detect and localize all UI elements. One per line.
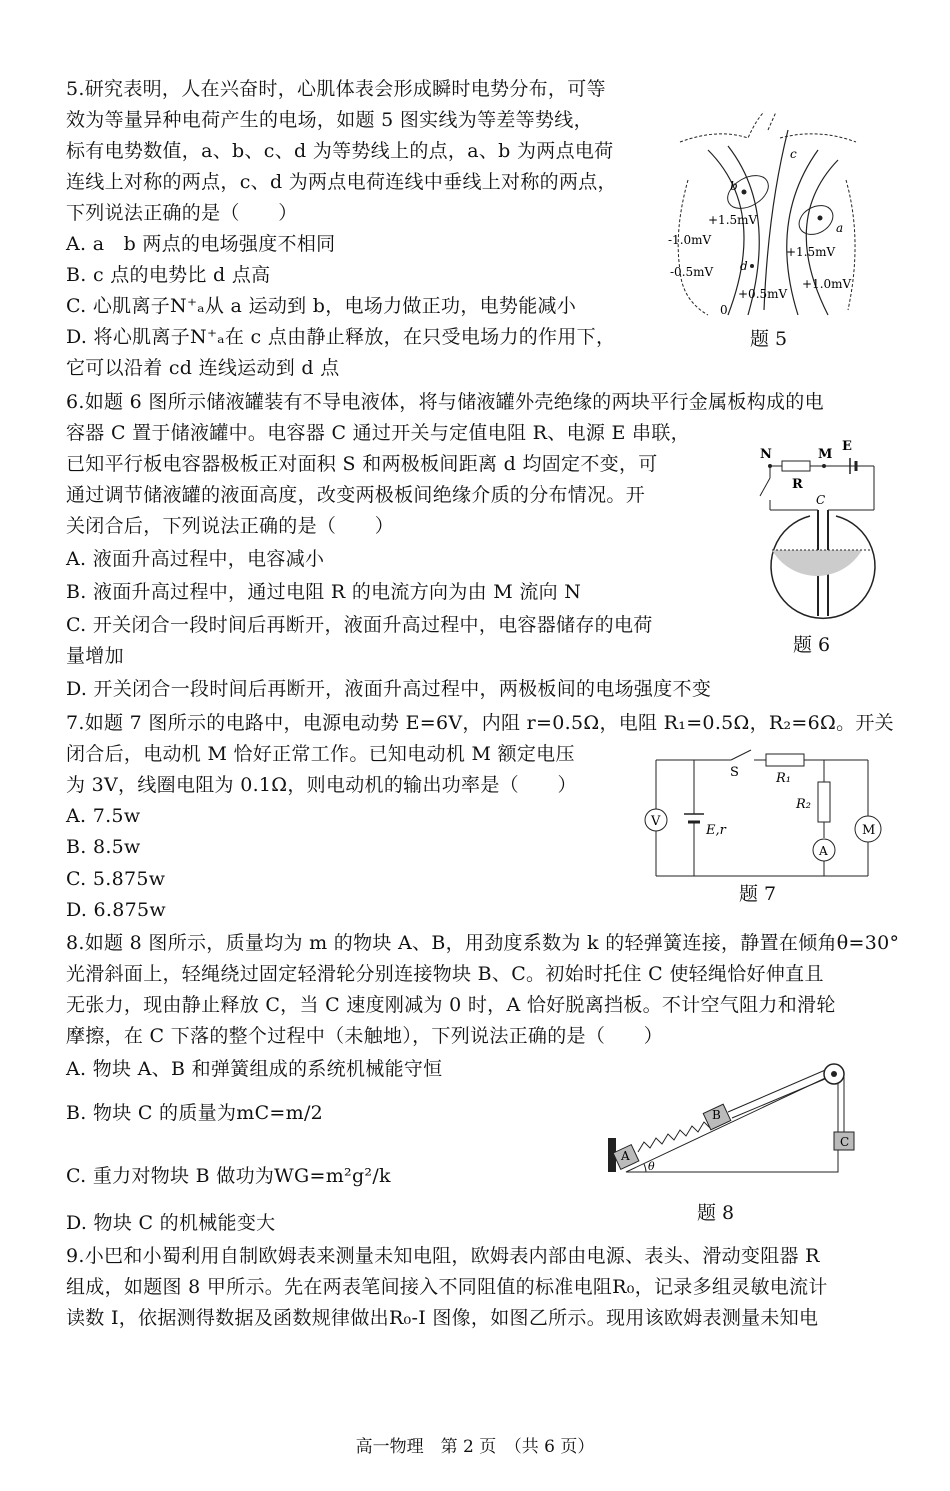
q7-caption: 题 7 [739,883,777,905]
q6-label: E [842,439,852,454]
q7-label: R₁ [776,771,791,786]
q6-line: 已知平行板电容器极板正对面积 S 和两极板间距离 d 均固定不变，可 [66,453,658,475]
q6-line: 容器 C 置于储液罐中。电容器 C 通过开关与定值电阻 R、电源 E 串联， [66,422,690,444]
q5-label: +1.0mV [802,277,852,291]
q5-option-b: B. c 点的电势比 d 点高 [66,264,271,286]
q8-line: 8.如题 8 图所示，质量均为 m 的物块 A、B，用劲度系数为 k 的轻弹簧连接，静置在倾角θ=30° [66,932,900,954]
q7-label: S [730,765,739,780]
q6-option-b: B. 液面升高过程中，通过电阻 R 的电流方向为由 M 流向 N [66,581,582,603]
q5-label: c [790,147,797,161]
q8-option-a: A. 物块 A、B 和弹簧组成的系统机械能守恒 [66,1058,443,1080]
q5-label: a [836,221,844,235]
q6-label: N [760,447,772,462]
q7-circuit-figure [636,746,906,881]
q6-caption: 题 6 [793,634,831,656]
q5-label: +1.5mV [708,213,758,227]
q6-line: 关闭合后，下列说法正确的是（ ） [66,515,395,537]
q5-line: 5.研究表明，人在兴奋时，心肌体表会形成瞬时电势分布，可等 [66,78,606,100]
q8-incline-figure [604,1056,874,1176]
q5-label: 0 [720,303,728,317]
q6-label: C [816,493,826,507]
q7-option-c: C. 5.875w [66,868,166,890]
page-footer: 高一物理 第 2 页 （共 6 页） [355,1437,595,1457]
q6-label: R [792,477,803,492]
q8-label: B [712,1108,721,1122]
q5-caption: 题 5 [750,328,788,350]
q6-tank-figure [752,438,882,633]
q8-line: 无张力，现由静止释放 C，当 C 速度刚减为 0 时，A 恰好脱离挡板。不计空气阻力和滑轮 [66,994,836,1016]
q7-label: A [819,844,828,858]
q7-label: E,r [706,823,726,838]
q8-label: A [621,1149,630,1163]
q5-label: -1.0mV [668,233,712,247]
q9-line: 读数 I，依据测得数据及函数规律做出R₀-I 图像，如图乙所示。现用该欧姆表测量未知电 [66,1307,819,1329]
q6-option-c: C. 开关闭合一段时间后再断开，液面升高过程中，电容器储存的电荷 [66,614,653,636]
q5-label: +1.5mV [786,245,836,259]
q7-option-d: D. 6.875w [66,899,166,921]
q7-label: M [862,823,876,838]
q9-line: 组成，如题图 8 甲所示。先在两表笔间接入不同阻值的标准电阻R₀，记录多组灵敏电流计 [66,1276,828,1298]
q7-line: 闭合后，电动机 M 恰好正常工作。已知电动机 M 额定电压 [66,743,575,765]
q7-line: 7.如题 7 图所示的电路中，电源电动势 E=6V，内阻 r=0.5Ω，电阻 R₁=0.5Ω，R₂=6Ω。开关 [66,712,894,734]
q5-line: 标有电势数值，a、b、c、d 为等势线上的点，a、b 为两点电荷 [66,140,614,162]
q7-line: 为 3V，线圈电阻为 0.1Ω，则电动机的输出功率是（ ） [66,774,577,796]
q8-caption: 题 8 [697,1202,735,1224]
q6-label: M [818,447,833,462]
q5-option-a: A. a b 两点的电场强度不相同 [66,233,336,255]
q5-option-d-cont: 它可以沿着 cd 连线运动到 d 点 [66,357,340,379]
q9-line: 9.小巴和小蜀利用自制欧姆表来测量未知电阻，欧姆表内部由电源、表头、滑动变阻器 R [66,1245,820,1267]
q5-equipotential-figure [668,110,868,320]
q8-option-c: C. 重力对物块 B 做功为WG=m²g²/k [66,1165,391,1187]
q5-line: 下列说法正确的是（ ） [66,202,298,224]
q5-label: -0.5mV [670,265,714,279]
q6-option-c-cont: 量增加 [66,645,124,667]
q7-label: R₂ [796,797,811,812]
q5-label: d [740,259,748,273]
q7-option-b: B. 8.5w [66,836,141,858]
q5-label: b [730,179,738,193]
q6-option-d: D. 开关闭合一段时间后再断开，液面升高过程中，两极板间的电场强度不变 [66,678,712,700]
q8-option-d: D. 物块 C 的机械能变大 [66,1212,276,1234]
q7-option-a: A. 7.5w [66,805,141,827]
q5-line: 连线上对称的两点，c、d 为两点电荷连线中垂线上对称的两点， [66,171,617,193]
q8-option-b: B. 物块 C 的质量为mC=m/2 [66,1102,324,1124]
q7-label: V [651,814,661,829]
q5-line: 效为等量异种电荷产生的电场，如题 5 图实线为等差等势线， [66,109,593,131]
q5-label: +0.5mV [738,287,788,301]
q6-line: 通过调节储液罐的液面高度，改变两极板间绝缘介质的分布情况。开 [66,484,646,506]
q5-option-c: C. 心肌离子N⁺ₐ从 a 运动到 b，电场力做正功，电势能减小 [66,295,577,317]
q5-option-d: D. 将心肌离子N⁺ₐ在 c 点由静止释放，在只受电场力的作用下， [66,326,616,348]
q6-option-a: A. 液面升高过程中，电容减小 [66,548,325,570]
q8-line: 摩擦，在 C 下落的整个过程中（未触地），下列说法正确的是（ ） [66,1025,664,1047]
q8-label: θ [648,1160,655,1173]
q6-line: 6.如题 6 图所示储液罐装有不导电液体，将与储液罐外壳绝缘的两块平行金属板构成的电 [66,391,824,413]
q8-line: 光滑斜面上，轻绳绕过固定轻滑轮分别连接物块 B、C。初始时托住 C 使轻绳恰好伸直且 [66,963,824,985]
q8-label: C [840,1135,850,1149]
